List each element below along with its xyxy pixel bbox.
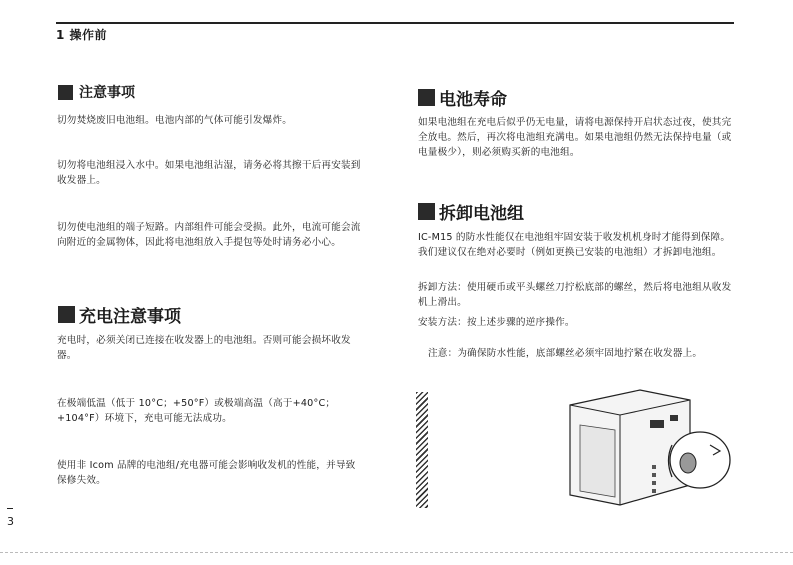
section-heading-battery-life (418, 85, 507, 110)
battery-removal-illustration (560, 385, 740, 515)
paragraph: 切勿焚烧废旧电池组。电池内部的气体可能引发爆炸。 (57, 115, 293, 126)
hatch-bar (416, 392, 428, 508)
heading-text: 电池寿命 (439, 90, 507, 110)
header-rule (56, 22, 734, 24)
heading-square-icon (58, 306, 75, 323)
heading-text: 拆卸电池组 (439, 204, 524, 224)
chapter-title: 1 操作前 (56, 28, 108, 42)
paragraph: 在极端低温（低于 10°C；+50°F）或极端高温（高于+40°C；+104°F）环境下，充电可能无法成功。 (57, 398, 336, 424)
heading-square-icon (418, 203, 435, 220)
paragraph: 安装方法：按上述步骤的逆序操作。 (418, 317, 575, 328)
section-heading-charging (58, 302, 181, 327)
paragraph: 切勿将电池组浸入水中。如果电池组沾湿，请务必将其擦干后再安装到收发器上。 (57, 160, 361, 186)
paragraph: 使用非 Icom 品牌的电池组/充电器可能会影响收发机的性能，并导致保修失效。 (57, 460, 356, 486)
paragraph: 切勿使电池组的端子短路。内部组件可能会受损。此外，电流可能会流向附近的金属物体，因此将电池组放入手提包等处时请务必小心。 (57, 222, 361, 248)
page-marker (7, 508, 13, 509)
paragraph: 拆卸方法：使用硬币或平头螺丝刀拧松底部的螺丝，然后将电池组从收发机上滑出。 (418, 282, 732, 308)
paragraph: 如果电池组在充电后似乎仍无电量，请将电源保持开启状态过夜，使其完全放电。然后，再次将电池组充满电。如果电池组仍然无法保持电量（或电量极少），则必须购买新的电池组。 (418, 117, 732, 158)
page-number: 3 (7, 515, 14, 528)
note: 注意：为确保防水性能，底部螺丝必须牢固地拧紧在收发器上。 (428, 348, 703, 359)
heading-text: 注意事项 (79, 85, 135, 101)
section-heading-remove-battery (418, 199, 524, 224)
bottom-dashed-rule (0, 552, 793, 554)
paragraph: 充电时，必须关闭已连接在收发器上的电池组。否则可能会损坏收发器。 (57, 335, 351, 361)
heading-square-icon (58, 85, 73, 100)
heading-text: 充电注意事项 (79, 307, 181, 327)
heading-square-icon (418, 89, 435, 106)
section-heading-precautions (58, 82, 135, 102)
paragraph: IC-M15 的防水性能仅在电池组牢固安装于收发机机身时才能得到保障。我们建议仅在绝对必要时（例如更换已安装的电池组）才拆卸电池组。 (418, 232, 731, 258)
